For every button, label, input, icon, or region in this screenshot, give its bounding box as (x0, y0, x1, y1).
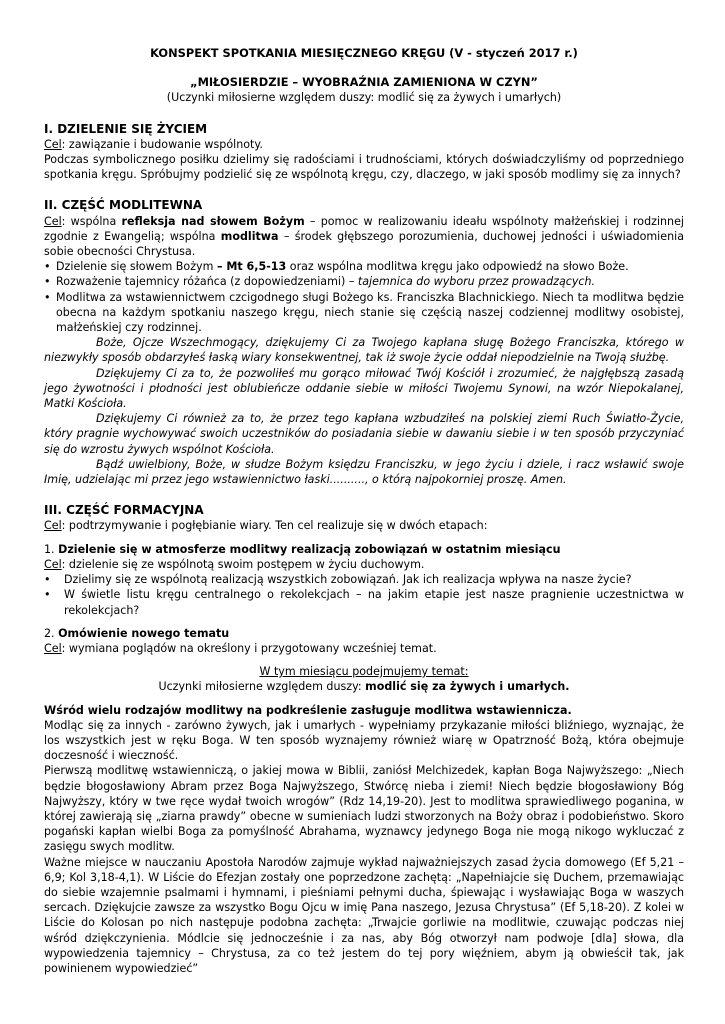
goal-label: Cel (44, 641, 62, 655)
bullet-icon: • (44, 260, 51, 274)
document-title: KONSPEKT SPOTKANIA MIESIĘCZNEGO KRĘGU (V - styczeń 2017 r.) (150, 46, 578, 60)
prayer-paragraph: Dziękujemy Ci za to, że pozwoliłeś mu gorąco miłować Twój Kościół i zrozumieć, że najgłębszą zasadą jego żywotności i płodności jest oblubieńcze oddanie siebie w miłości Twojemu Synowi, na wzór Niepokalanej, Matki Kościoła. (44, 366, 684, 411)
goal-label: Cel (44, 519, 62, 533)
goal-text: : zawiązanie i budowanie wspólnoty. (61, 137, 263, 151)
goal-label: Cel (44, 137, 62, 151)
list-item: • Modlitwa za wstawiennictwem czcigodnego sługi Bożego ks. Franciszka Blachnickiego. Niech ta modlitwa będzie obecna na każdym spotkaniu naszego kręgu, niech stanie się częścią naszej codziennej modlitwy osobistej, małżeńskiej czy rodzinnej. (44, 290, 684, 335)
section-2-heading: II. CZĘŚĆ MODLITEWNA (44, 198, 203, 213)
bullet-icon: • (44, 275, 51, 289)
section-1-goal (44, 137, 684, 152)
subsection-1-goal: Cel: dzielenie się ze wspólnotą swoim postępem w życiu duchowym. (44, 557, 425, 571)
subsection-1-heading: 1. Dzielenie się w atmosferze modlitwy realizacją zobowiązań w ostatnim miesiącu (44, 542, 561, 556)
list-item: • Dzielenie się słowem Bożym – Mt 6,5-13 oraz wspólna modlitwa kręgu jako odpowiedź na słowo Boże. (44, 260, 629, 274)
prayer-paragraph: Boże, Ojcze Wszechmogący, dziękujemy Ci za Twojego kapłana sługę Bożego Franciszka, którego w niezwykły sposób obdarzyłeś łaską wiary konsekwentnej, tak iż swoje życie oddał niepodzielnie na Twoją służbę. (44, 336, 684, 365)
section-3-heading: III. CZĘŚĆ FORMACYJNA (44, 503, 204, 518)
prayer-paragraph: Bądź uwielbiony, Boże, w słudze Bożym księdzu Franciszku, w jego życiu i dziele, i racz wsławić swoje Imię, udzielając mi przez jego wstawiennictwo łaski.........., o którą najpokorniej proszę. Amen. (44, 457, 684, 487)
bullet-icon: • (44, 573, 51, 587)
sub-theme: (Uczynki miłosierne względem duszy: modlić się za żywych i umarłych) (166, 91, 562, 105)
prayer-paragraph: Dziękujemy Ci również za to, że przez tego kapłana wzbudziłeś na polskiej ziemi Ruch Światło-Życie, który pragnie wychowywać swoich uczestników do posiadania siebie w dawaniu siebie i w ten sposób przyczyniać się do wzrostu żywych wspólnot Kościoła. (44, 412, 684, 456)
main-theme: „MIŁOSIERDZIE – WYOBRAŹNIA ZAMIENIONA W CZYN” (190, 75, 538, 90)
goal-label: Cel (44, 214, 62, 228)
section-3-goal: Cel: podtrzymywanie i pogłębianie wiary. Ten cel realizuje się w dwóch etapach: (44, 519, 488, 533)
subsection-2-heading: 2. Omówienie nowego tematu (44, 626, 230, 640)
list-item: • Rozważenie tajemnicy różańca (z dopowiedzeniami) – tajemnica do wyboru przez prowadzących. (44, 275, 596, 289)
list-item: • W świetle listu kręgu centralnego o rekolekcjach – na jakim etapie jest nasze pragnienie uczestnictwa w rekolekcjach? (44, 588, 684, 617)
section-1-paragraph: Podczas symbolicznego posiłku dzielimy się radościami i trudnościami, których doświadczyliśmy od poprzedniego spotkania kręgu. Spróbujmy podzielić się ze wspólnotą kręgu, czy, dlaczego, w jaki sposób modlimy się za innych? (44, 153, 684, 182)
topic-line: Uczynki miłosierne względem duszy: modlić się za żywych i umarłych. (158, 680, 570, 694)
topic-intro: W tym miesiącu podejmujemy temat: (259, 665, 469, 679)
section-1-heading: I. DZIELENIE SIĘ ŻYCIEM (44, 121, 208, 136)
goal-label: Cel (44, 557, 62, 571)
list-item: • Dzielimy się ze wspólnotą realizacją wszystkich zobowiązań. Jak ich realizacja wpływa na nasze życie? (44, 573, 632, 587)
bullet-icon: • (44, 290, 51, 304)
section-2-goal: Cel: wspólna refleksja nad słowem Bożym – pomoc w realizowaniu ideału wspólnoty małżeńskiej i rodzinnej zgodnie z Ewangelią; wspólna modlitwa – środek głębszego porozumienia, duchowej jedności i uświadomienia sobie obecności Chrystusa. (44, 214, 684, 259)
body-paragraph: Ważne miejsce w nauczaniu Apostoła Narodów zajmuje wykład najważniejszych zasad życia domowego (Ef 5,21 – 6,9; Kol 3,18-4,1). W Liście do Efezjan zostały one poprzedzone zachętą: „Napełniajcie się Duchem, przemawiając do siebie wzajemnie psalmami i hymnami, i pieśniami pełnymi ducha, śpiewając i wysławiając Boga w waszych sercach. Dziękujcie zawsze za wszystko Bogu Ojcu w imię Pana naszego, Jezusa Chrystusa” (Ef 5,18-20). Z kolei w Liście do Kolosan po nich następuje podobna zachęta: „Trwajcie gorliwie na modlitwie, czuwając podczas niej wśród dziękczynienia. Módlcie się jednocześnie i za nas, aby Bóg otworzył nam podwoje [dla] słowa, dla wypowiedzenia tajemnicy – Chrystusa, za co też jestem do tej pory więźniem, abym ją obwieścił tak, jak powinienem wypowiedzieć” (44, 855, 684, 975)
bullet-icon: • (44, 588, 51, 602)
body-paragraph: Modląc się za innych - zarówno żywych, jak i umarłych - wypełniamy przykazanie miłości bliźniego, wyznając, że los wszystkich jest w ręku Boga. W ten sposób wyznajemy również wiarę w Opatrzność Bożą, która obejmuje doczesność i wieczność. (44, 718, 684, 763)
body-heading: Wśród wielu rodzajów modlitwy na podkreślenie zasługuje modlitwa wstawiennicza. (44, 703, 572, 717)
body-paragraph: Pierwszą modlitwę wstawienniczą, o jakiej mowa w Biblii, zaniósł Melchizedek, kapłan Boga Najwyższego: „Niech będzie błogosławiony Abram przez Boga Najwyższego, Stwórcę nieba i ziemi! Niech będzie błogosławiony Bóg Najwyższy, który w twe ręce wydał twoich wrogów” (Rdz 14,19-20). Jest to modlitwa sprawiedliwego poganina, w której zawierają się „ziarna prawdy” obecne w sumieniach ludzi stworzonych na Boży obraz i podobieństwo. Skoro pogański kapłan wielbi Boga za pomyślność Abrahama, wyznawcy jedynego Boga nie mogą nikogo wykluczać z zasięgu swych modlitw. (44, 764, 684, 854)
document-page (44, 46, 684, 976)
subsection-2-goal: Cel: wymiana poglądów na określony i przygotowany wcześniej temat. (44, 641, 437, 655)
